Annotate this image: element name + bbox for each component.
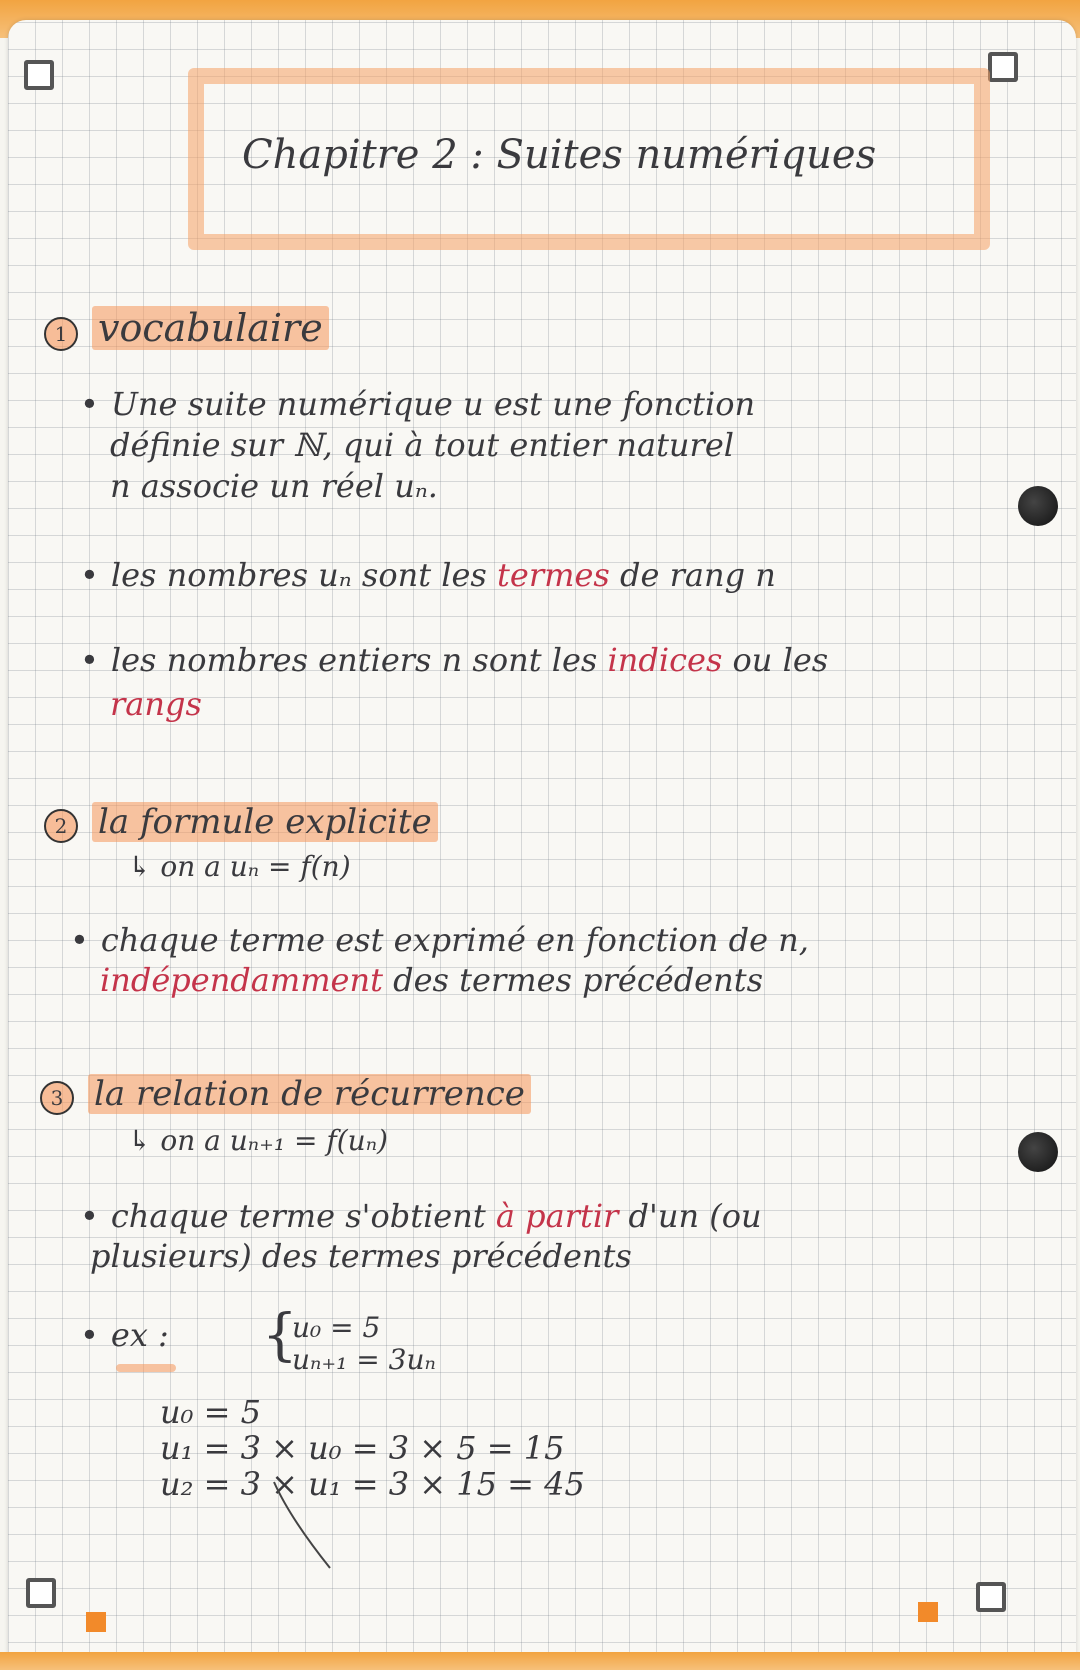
section-3-number: 3 bbox=[40, 1081, 74, 1115]
section-1-heading-row bbox=[44, 306, 329, 351]
bottom-orange-band bbox=[0, 1652, 1080, 1670]
system-line-1: u₀ = 5 bbox=[292, 1311, 381, 1344]
corner-mark-top-left-icon bbox=[24, 60, 54, 90]
section-3-heading-row bbox=[40, 1074, 531, 1115]
example-underline bbox=[116, 1364, 176, 1372]
system-brace: { bbox=[262, 1303, 298, 1368]
section-1-heading: vocabulaire bbox=[92, 306, 329, 350]
section-2-heading-row bbox=[44, 802, 438, 843]
section-3-heading: la relation de récurrence bbox=[88, 1074, 531, 1114]
orange-square-bottom-right bbox=[918, 1602, 938, 1622]
calc-line-2: u₁ = 3 × u₀ = 3 × 5 = 15 bbox=[160, 1429, 565, 1467]
orange-square-bottom-left bbox=[86, 1612, 106, 1632]
term-indices: indices bbox=[607, 641, 723, 679]
section-1-bullet-2: • les nombres uₙ sont les termes de rang n bbox=[80, 556, 776, 594]
section-2-arrow-line: ↳ on a uₙ = f(n) bbox=[128, 850, 351, 883]
example-label-row: • ex : bbox=[80, 1316, 169, 1354]
section-3-arrow-line: ↳ on a uₙ₊₁ = f(uₙ) bbox=[128, 1124, 388, 1157]
bullet-1-line-3: n associe un réel uₙ. bbox=[110, 467, 438, 505]
term-a-partir: à partir bbox=[495, 1197, 619, 1235]
section-1-bullet-3: • les nombres entiers n sont les indices ou les rangs bbox=[80, 638, 828, 726]
example-calculations bbox=[160, 1394, 585, 1502]
page-title: Chapitre 2 : Suites numériques bbox=[242, 132, 877, 178]
bullet-1-line-1: Une suite numérique u est une fonction bbox=[110, 385, 756, 423]
pen-stroke bbox=[270, 1478, 350, 1578]
example-label: ex : bbox=[110, 1316, 169, 1354]
binder-hole-bottom bbox=[1018, 1132, 1058, 1172]
bullet-1-line-2: définie sur ℕ, qui à tout entier naturel bbox=[110, 426, 734, 464]
section-1-bullet-1: • Une suite numérique u est une fonction définie sur ℕ, qui à tout entier naturel n associe un réel uₙ. bbox=[80, 385, 756, 505]
corner-mark-bottom-left-icon bbox=[26, 1578, 56, 1608]
system-line-2: uₙ₊₁ = 3uₙ bbox=[292, 1343, 436, 1376]
calc-line-3: u₂ = 3 × u₁ = 3 × 15 = 45 bbox=[160, 1465, 585, 1503]
section-3-bullet: • chaque terme s'obtient à partir d'un (ou plusieurs) des termes précédents bbox=[80, 1197, 762, 1275]
binder-hole-top bbox=[1018, 486, 1058, 526]
section-1-number: 1 bbox=[44, 317, 78, 351]
section-2-number: 2 bbox=[44, 809, 78, 843]
section-2-bullet: • chaque terme est exprimé en fonction de n, indépendamment des termes précédents bbox=[70, 921, 809, 999]
corner-mark-bottom-right-icon bbox=[976, 1582, 1006, 1612]
term-termes: termes bbox=[497, 556, 610, 594]
section-2-heading: la formule explicite bbox=[92, 802, 438, 842]
corner-mark-top-right-icon bbox=[988, 52, 1018, 82]
term-independamment: indépendamment bbox=[100, 961, 383, 999]
term-rangs: rangs bbox=[110, 685, 202, 723]
recurrence-system bbox=[292, 1312, 436, 1376]
calc-line-1: u₀ = 5 bbox=[160, 1393, 261, 1431]
